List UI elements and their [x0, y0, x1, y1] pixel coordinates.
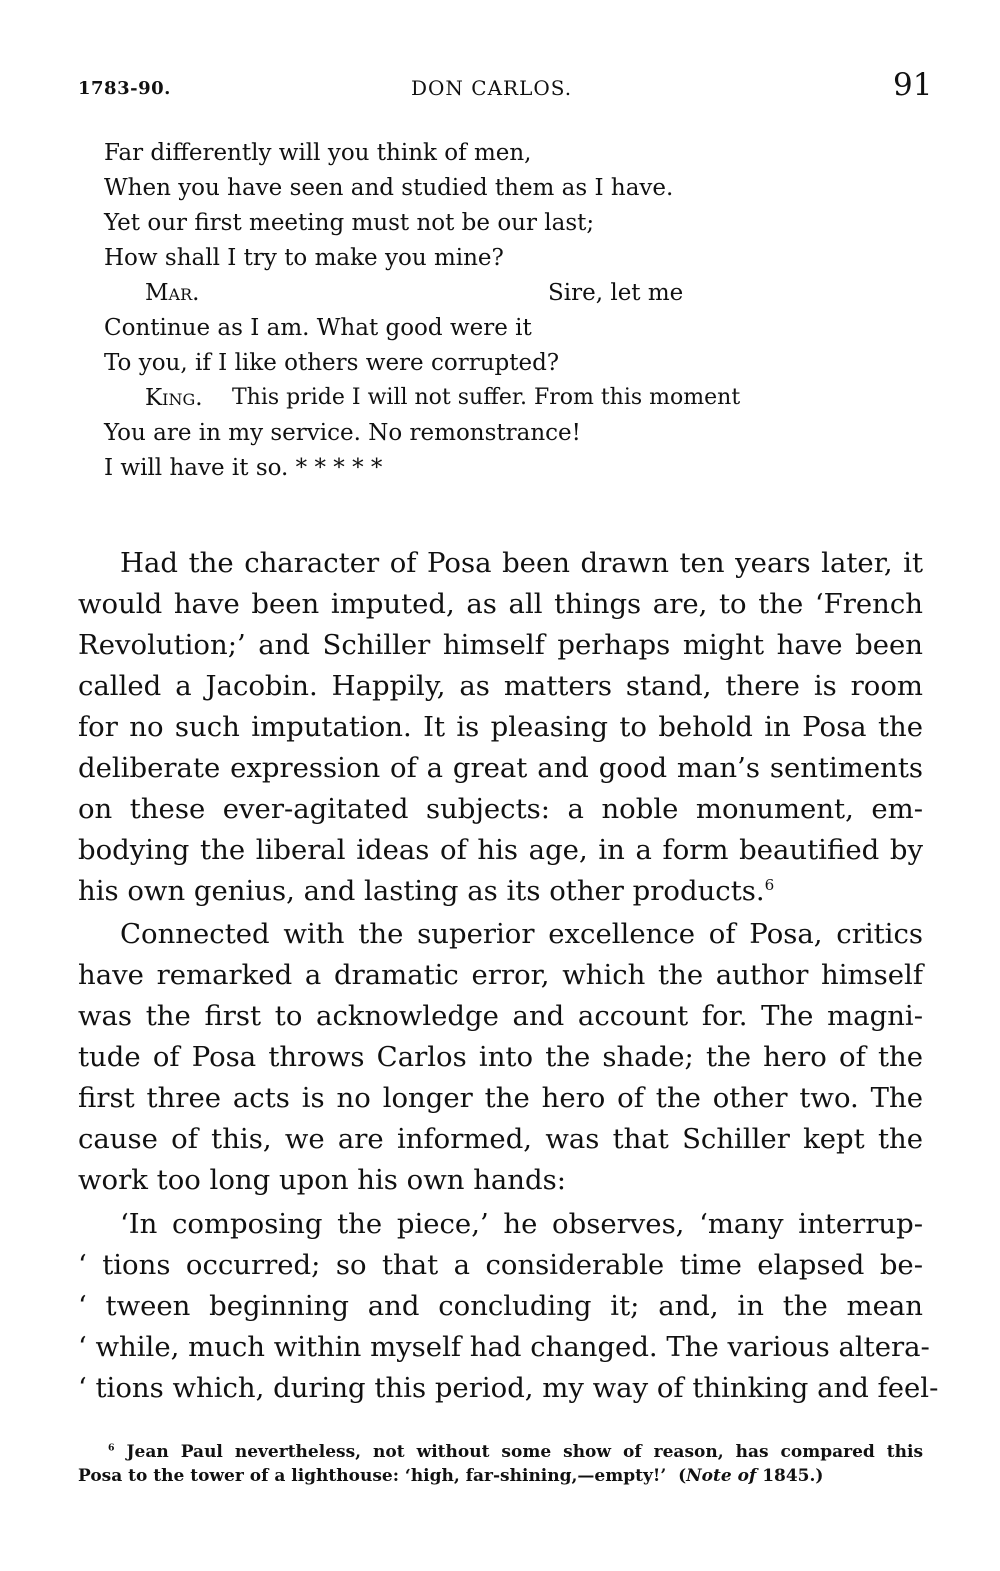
text-line: ‘ tions occurred; so that a considerable time elapsed be- — [78, 1249, 923, 1281]
verse-line: Far differently will you think of men, — [104, 140, 532, 166]
text-line: deliberate expression of a great and good man’s sentiments — [78, 752, 923, 784]
verse-line: Sire, let me — [548, 280, 684, 306]
text-line: on these ever-agitated subjects: a noble monument, em- — [78, 793, 923, 825]
text-line: have remarked a dramatic error, which the author himself — [78, 959, 923, 991]
text-line: ‘ tween beginning and concluding it; and, in the mean — [78, 1290, 923, 1322]
text-line: Revolution;’ and Schiller himself perhaps might have been — [78, 629, 923, 661]
verse-line: You are in my service. No remonstrance! — [104, 420, 581, 446]
footnote-marker: 6 — [108, 1442, 115, 1454]
running-head-years: 1783-90. — [78, 78, 171, 99]
text-line: first three acts is no longer the hero of the other two. The — [78, 1082, 923, 1114]
text-line: Connected with the superior excellence of Posa, critics — [120, 918, 923, 950]
verse-line: I will have it so. * * * * * — [104, 455, 383, 481]
footnote-text: Posa to the tower of a lighthouse: ‘high, far-shining,—empty!’ — [78, 1466, 667, 1486]
text-line: ‘ while, much within myself had changed. The various altera- — [78, 1331, 930, 1363]
verse-line: To you, if I like others were corrupted? — [104, 350, 560, 376]
speaker-mar: Mar. — [145, 280, 200, 306]
text-line: Had the character of Posa been drawn ten years later, it — [120, 547, 923, 579]
verse-line: This pride I will not suffer. From this moment — [232, 385, 741, 410]
footnote-line: Posa to the tower of a lighthouse: ‘high, far-shining,—empty!’ (Note of 1845.) — [78, 1466, 824, 1486]
text-line: was the first to acknowledge and account for. The magni- — [78, 1000, 923, 1032]
text-line: would have been imputed, as all things are, to the ‘French — [78, 588, 923, 620]
verse-line: Continue as I am. What good were it — [104, 315, 532, 341]
verse-line: When you have seen and studied them as I have. — [104, 175, 674, 201]
speaker-king: King. — [145, 385, 203, 411]
footnote-text: Jean Paul nevertheless, not without some show of reason, has compared this — [126, 1442, 924, 1462]
footnote-line — [108, 1442, 923, 1462]
text-line: bodying the liberal ideas of his age, in a form beautified by — [78, 834, 923, 866]
page-number: 91 — [893, 67, 933, 103]
text-line: work too long upon his own hands: — [78, 1164, 566, 1196]
verse-line: Yet our first meeting must not be our last; — [104, 210, 595, 236]
text-line — [78, 875, 923, 907]
text-line: for no such imputation. It is pleasing to behold in Posa the — [78, 711, 923, 743]
footnote-ref[interactable]: 6 — [764, 875, 775, 894]
verse-line: How shall I try to make you mine? — [104, 245, 504, 271]
text-line: ‘ tions which, during this period, my way of thinking and feel- — [78, 1372, 939, 1404]
running-head-title: DON CARLOS. — [411, 76, 573, 100]
footnote-note-year: 1845. — [762, 1466, 816, 1486]
footnote-note-label: Note of — [686, 1466, 757, 1486]
text-line: called a Jacobin. Happily, as matters stand, there is room — [78, 670, 923, 702]
text-line: ‘In composing the piece,’ he observes, ‘many interrup- — [120, 1208, 923, 1240]
text-line: cause of this, we are informed, was that Schiller kept the — [78, 1123, 923, 1155]
text-line-content: his own genius, and lasting as its other products. — [78, 875, 765, 907]
text-line: tude of Posa throws Carlos into the shade; the hero of the — [78, 1041, 923, 1073]
